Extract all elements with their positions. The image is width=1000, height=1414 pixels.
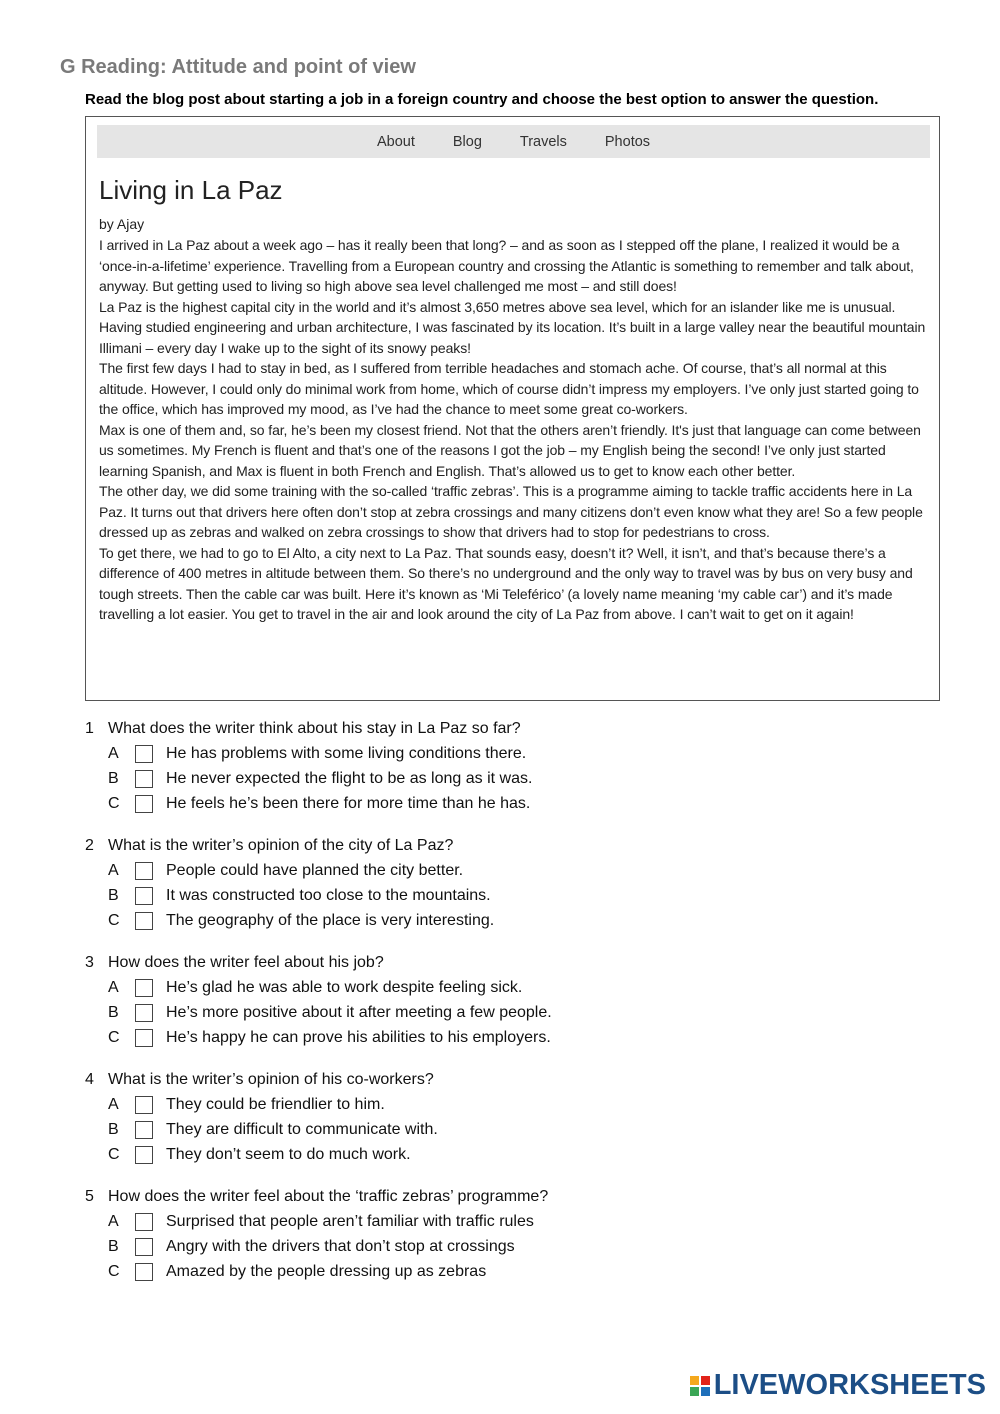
checkbox-5b[interactable] (135, 1238, 153, 1256)
blog-paragraph: The other day, we did some training with the so-called ‘traffic zebras’. This is a programme aiming to tackle traffic accidents here in La Paz. It turns out that drivers here often don’t stop at zebra crossings and many citizens don’t even know what they are! So a few people dressed up as zebras and walked on zebra crossings to show that drivers had to stop for pedestrians to cross. (99, 483, 923, 540)
option-3b (85, 1000, 945, 1025)
question-text: What is the writer’s opinion of his co-workers? (108, 1070, 434, 1088)
question-4 (85, 1067, 945, 1167)
question-text: What does the writer think about his stay in La Paz so far? (108, 719, 521, 737)
option-letter: B (108, 1120, 119, 1138)
option-text: They don’t seem to do much work. (166, 1145, 411, 1163)
section-title: G Reading: Attitude and point of view (60, 56, 416, 78)
question-1 (85, 716, 945, 816)
option-text: Amazed by the people dressing up as zebras (166, 1262, 487, 1280)
question-number: 1 (85, 719, 94, 737)
option-letter: A (108, 1212, 119, 1230)
question-text: What is the writer’s opinion of the city of La Paz? (108, 836, 454, 854)
nav-travels[interactable]: Travels (519, 133, 567, 150)
blog-paragraph: To get there, we had to go to El Alto, a city next to La Paz. That sounds easy, doesn’t it? Well, it isn’t, and that’s because there’s a difference of 400 metres in altitude between them. So there’s no underground and the only way to travel was by bus on very busy and tough streets. Then the cable car was built. Here it’s known as ‘Mi Teleférico’ (a lovely name meaning ‘my cable car’) and it’s made travelling a lot easier. You get to travel in the air and look around the city of La Paz from above. I can’t wait to get on it again! (99, 544, 913, 622)
option-text: He feels he’s been there for more time than he has. (166, 794, 531, 812)
option-letter: B (108, 1003, 119, 1021)
option-text: He’s more positive about it after meeting a few people. (166, 1003, 552, 1021)
option-text: It was constructed too close to the mountains. (166, 886, 491, 904)
option-text: People could have planned the city better. (166, 861, 464, 879)
option-2a (85, 858, 945, 883)
instruction: Read the blog post about starting a job in a foreign country and choose the best option to answer the question. (85, 91, 879, 108)
option-4c (85, 1142, 945, 1167)
option-4b (85, 1117, 945, 1142)
option-letter: C (108, 794, 120, 812)
nav-photos[interactable]: Photos (604, 133, 651, 150)
blog-nav (97, 125, 930, 158)
option-text: They are difficult to communicate with. (166, 1120, 438, 1138)
option-letter: A (108, 978, 119, 996)
option-1a (85, 741, 945, 766)
question-number: 4 (85, 1070, 94, 1088)
checkbox-2c[interactable] (135, 912, 153, 930)
checkbox-4b[interactable] (135, 1121, 153, 1139)
blog-post-box (85, 116, 940, 701)
option-letter: C (108, 1262, 120, 1280)
question-number: 5 (85, 1187, 94, 1205)
option-4a (85, 1092, 945, 1117)
question-text: How does the writer feel about his job? (108, 953, 384, 971)
logo-mark-icon (690, 1376, 710, 1396)
option-text: He’s glad he was able to work despite feeling sick. (166, 978, 523, 996)
checkbox-3c[interactable] (135, 1029, 153, 1047)
option-text: Surprised that people aren’t familiar with traffic rules (166, 1212, 534, 1230)
option-3a (85, 975, 945, 1000)
option-text: He has problems with some living conditions there. (166, 744, 527, 762)
option-text: They could be friendlier to him. (166, 1095, 385, 1113)
option-5c (85, 1259, 945, 1284)
question-3 (85, 950, 945, 1050)
liveworksheets-logo (690, 1369, 986, 1402)
option-letter: B (108, 886, 119, 904)
blog-title: Living in La Paz (99, 175, 283, 205)
checkbox-3a[interactable] (135, 979, 153, 997)
question-5 (85, 1184, 945, 1284)
questions-list (85, 716, 945, 1301)
option-text: He’s happy he can prove his abilities to his employers. (166, 1028, 551, 1046)
question-text: How does the writer feel about the ‘traffic zebras’ programme? (108, 1187, 549, 1205)
blog-paragraph: The first few days I had to stay in bed, as I suffered from terrible headaches and stomach ache. Of course, that’s all normal at this altitude. However, I could only do minimal work from home, which of course didn’t impress my employers. I’ve only just started going to the office, which has improved my mood, as I’ve had the chance to meet some great co-workers. (99, 360, 919, 417)
checkbox-1b[interactable] (135, 770, 153, 788)
option-text: Angry with the drivers that don’t stop at crossings (166, 1237, 515, 1255)
question-number: 3 (85, 953, 94, 971)
blog-paragraph: La Paz is the highest capital city in the world and it’s almost 3,650 metres above sea level, which for an islander like me is unusual. Having studied engineering and urban architecture, I was fascinated by its location. It’s built in a large valley near the beautiful mountain Illimani – every day I wake up to the sight of its snowy peaks! (99, 298, 926, 356)
checkbox-5a[interactable] (135, 1213, 153, 1231)
option-letter: C (108, 1145, 120, 1163)
checkbox-4a[interactable] (135, 1096, 153, 1114)
option-1b (85, 766, 945, 791)
blog-author: by Ajay (99, 216, 145, 232)
question-2 (85, 833, 945, 933)
option-letter: C (108, 1028, 120, 1046)
option-letter: B (108, 1237, 119, 1255)
option-3c (85, 1025, 945, 1050)
checkbox-1a[interactable] (135, 745, 153, 763)
option-5a (85, 1209, 945, 1234)
question-number: 2 (85, 836, 94, 854)
option-1c (85, 791, 945, 816)
blog-paragraph: I arrived in La Paz about a week ago – has it really been that long? – and as soon as I stepped off the plane, I realized it would be a ‘once-in-a-lifetime’ experience. Travelling from a European country and crossing the Atlantic is something to remember and talk about, anyway. But getting used to living so high above sea level challenged me most – and still does! (99, 237, 914, 294)
option-2b (85, 883, 945, 908)
option-letter: C (108, 911, 120, 929)
checkbox-4c[interactable] (135, 1146, 153, 1164)
checkbox-2a[interactable] (135, 862, 153, 880)
nav-blog[interactable]: Blog (452, 133, 482, 150)
blog-paragraph: Max is one of them and, so far, he’s been my closest friend. Not that the others aren’t friendly. It's just that language can come between us sometimes. My French is fluent and that’s one of the reasons I got the job – my English being the second! I’ve only just started learning Spanish, and Max is fluent in both French and English. That’s allowed us to get to know each other better. (99, 421, 921, 479)
checkbox-5c[interactable] (135, 1263, 153, 1281)
option-letter: B (108, 769, 119, 787)
option-letter: A (108, 744, 119, 762)
nav-about[interactable]: About (376, 133, 415, 150)
option-text: He never expected the flight to be as long as it was. (166, 769, 533, 787)
blog-body (99, 235, 929, 625)
checkbox-2b[interactable] (135, 887, 153, 905)
checkbox-1c[interactable] (135, 795, 153, 813)
option-2c (85, 908, 945, 933)
logo-text: LIVEWORKSHEETS (713, 1369, 986, 1401)
option-5b (85, 1234, 945, 1259)
option-letter: A (108, 1095, 119, 1113)
option-text: The geography of the place is very interesting. (166, 911, 495, 929)
checkbox-3b[interactable] (135, 1004, 153, 1022)
option-letter: A (108, 861, 119, 879)
